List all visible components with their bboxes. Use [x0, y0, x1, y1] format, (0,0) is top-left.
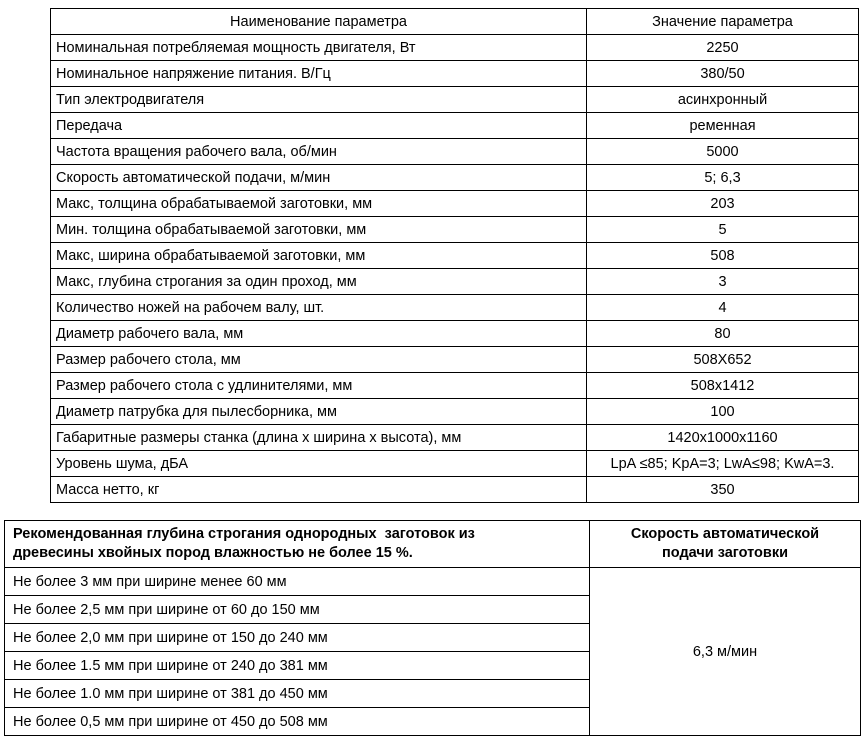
spec-param-value: 2250: [587, 35, 859, 61]
spec-row: [51, 451, 859, 477]
spec-param-value: 1420x1000x1160: [587, 425, 859, 451]
rec-depth-text: Не более 2,0 мм при ширине от 150 до 240 мм: [5, 624, 590, 652]
planing-recommendation-table: [4, 520, 861, 736]
spec-param-name: Передача: [51, 113, 587, 139]
rec-header-depth-line2: древесины хвойных пород влажностью не более 15 %.: [13, 545, 413, 561]
spec-row: [51, 425, 859, 451]
spec-row: [51, 61, 859, 87]
spec-row: [51, 399, 859, 425]
spec-header-row: [51, 9, 859, 35]
spec-param-value: 80: [587, 321, 859, 347]
spec-row: [51, 269, 859, 295]
spec-param-value: 350: [587, 477, 859, 503]
spec-param-name: Размер рабочего стола, мм: [51, 347, 587, 373]
spec-param-name: Номинальная потребляемая мощность двигателя, Вт: [51, 35, 587, 61]
spec-row: [51, 347, 859, 373]
rec-header-speed: [590, 521, 861, 568]
spec-param-name: Скорость автоматической подачи, м/мин: [51, 165, 587, 191]
rec-row: [5, 568, 861, 596]
spec-param-name: Диаметр рабочего вала, мм: [51, 321, 587, 347]
spec-param-name: Масса нетто, кг: [51, 477, 587, 503]
spec-param-value: 508x1412: [587, 373, 859, 399]
spec-param-value: 3: [587, 269, 859, 295]
spec-row: [51, 217, 859, 243]
spec-param-name: Размер рабочего стола с удлинителями, мм: [51, 373, 587, 399]
rec-header-speed-line2: подачи заготовки: [662, 545, 788, 561]
rec-header-row: [5, 521, 861, 568]
rec-header-speed-line1: Скорость автоматической: [630, 526, 820, 542]
specifications-table: [50, 8, 859, 503]
spec-param-value: ременная: [587, 113, 859, 139]
spec-param-name: Мин. толщина обрабатываемой заготовки, мм: [51, 217, 587, 243]
spec-row: [51, 243, 859, 269]
spec-param-value: 5: [587, 217, 859, 243]
spec-param-name: Макс, глубина строгания за один проход, мм: [51, 269, 587, 295]
spec-param-name: Диаметр патрубка для пылесборника, мм: [51, 399, 587, 425]
rec-body: [5, 568, 861, 736]
spec-row: [51, 165, 859, 191]
rec-header-depth: [5, 521, 590, 568]
spec-param-name: Номинальное напряжение питания. В/Гц: [51, 61, 587, 87]
spec-param-value: 4: [587, 295, 859, 321]
spec-param-value: асинхронный: [587, 87, 859, 113]
spec-row: [51, 191, 859, 217]
rec-depth-text: Не более 1.0 мм при ширине от 381 до 450 мм: [5, 680, 590, 708]
spec-row: [51, 321, 859, 347]
spec-param-value: 5000: [587, 139, 859, 165]
spec-param-value: 380/50: [587, 61, 859, 87]
spec-row: [51, 295, 859, 321]
rec-header-depth-line1: Рекомендованная глубина строгания однородных заготовок из: [13, 526, 475, 542]
rec-depth-text: Не более 1.5 мм при ширине от 240 до 381 мм: [5, 652, 590, 680]
spec-body: [51, 35, 859, 503]
spec-param-name: Макс, толщина обрабатываемой заготовки, мм: [51, 191, 587, 217]
spec-param-value: 508: [587, 243, 859, 269]
spec-row: [51, 477, 859, 503]
rec-depth-text: Не более 2,5 мм при ширине от 60 до 150 мм: [5, 596, 590, 624]
spec-param-value: 100: [587, 399, 859, 425]
spec-param-name: Габаритные размеры станка (длина x ширина x высота), мм: [51, 425, 587, 451]
spec-param-value: 5; 6,3: [587, 165, 859, 191]
rec-depth-text: Не более 0,5 мм при ширине от 450 до 508 мм: [5, 708, 590, 736]
spec-param-name: Тип электродвигателя: [51, 87, 587, 113]
spec-row: [51, 87, 859, 113]
spec-param-value: LpA ≤85; KpA=3; LwA≤98; KwA=3.: [587, 451, 859, 477]
rec-speed-value: 6,3 м/мин: [590, 568, 861, 736]
spec-header-name: Наименование параметра: [51, 9, 587, 35]
spec-row: [51, 113, 859, 139]
rec-depth-text: Не более 3 мм при ширине менее 60 мм: [5, 568, 590, 596]
spec-row: [51, 139, 859, 165]
spec-param-value: 203: [587, 191, 859, 217]
spec-param-name: Уровень шума, дБА: [51, 451, 587, 477]
spec-header-value: Значение параметра: [587, 9, 859, 35]
spec-row: [51, 373, 859, 399]
spec-row: [51, 35, 859, 61]
spec-param-name: Количество ножей на рабочем валу, шт.: [51, 295, 587, 321]
spec-param-value: 508X652: [587, 347, 859, 373]
spec-param-name: Частота вращения рабочего вала, об/мин: [51, 139, 587, 165]
spec-param-name: Макс, ширина обрабатываемой заготовки, мм: [51, 243, 587, 269]
